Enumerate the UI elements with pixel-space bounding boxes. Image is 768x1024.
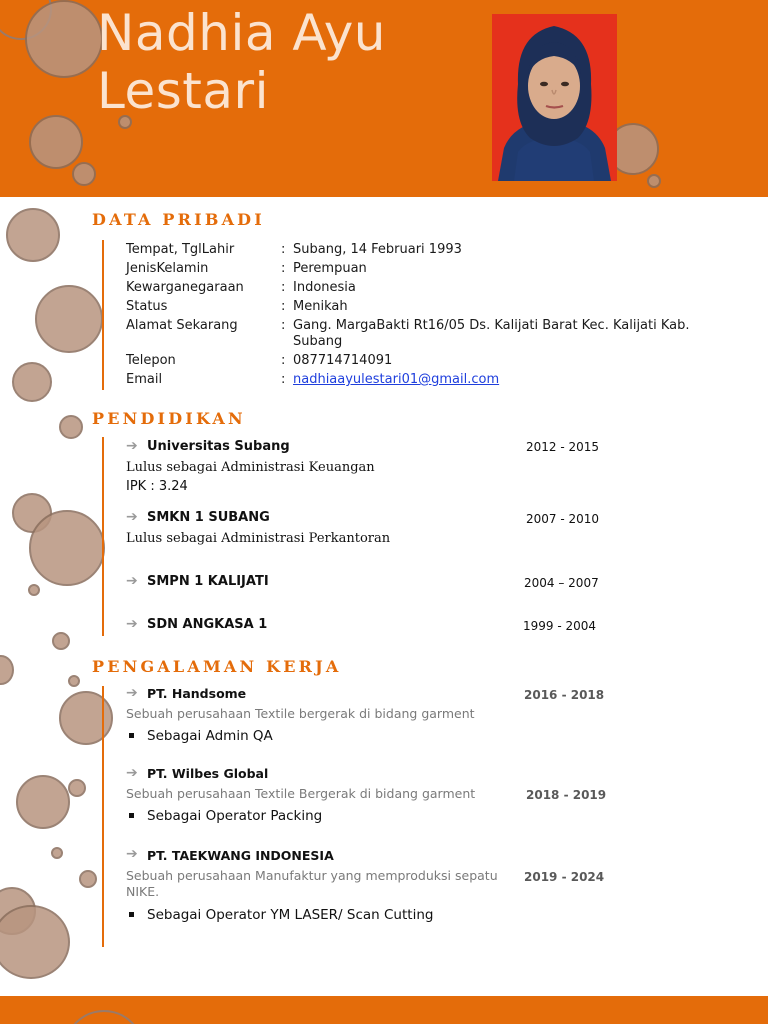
info-label: JenisKelamin: [126, 261, 209, 276]
decor-circle: [59, 415, 83, 439]
school-name: SMKN 1 SUBANG: [147, 510, 270, 525]
arrow-right-icon: ➔: [126, 846, 138, 862]
info-label: Alamat Sekarang: [126, 318, 238, 333]
decor-circle: [647, 174, 661, 188]
section-rule: [102, 686, 104, 947]
school-name: Universitas Subang: [147, 439, 290, 454]
decor-circle: [68, 779, 86, 797]
section-rule: [102, 437, 104, 636]
section-title-data-pribadi: DATA PRIBADI: [92, 210, 265, 229]
decor-circle: [52, 632, 70, 650]
school-years: 1999 - 2004: [523, 619, 597, 633]
section-title-pendidikan: PENDIDIKAN: [92, 409, 246, 428]
info-value: 087714714091: [293, 353, 393, 368]
arrow-right-icon: ➔: [126, 573, 138, 589]
email-link[interactable]: nadhiaayulestari01@gmail.com: [293, 372, 500, 387]
company-description: Sebuah perusahaan Manufaktur yang memproduksi sepatu NIKE.: [126, 868, 498, 899]
school-description: Lulus sebagai Administrasi Perkantoran: [126, 531, 391, 546]
school-gpa: IPK : 3.24: [126, 479, 188, 494]
school-name: SDN ANGKASA 1: [147, 617, 268, 632]
job-role: Sebagai Operator YM LASER/ Scan Cutting: [147, 907, 434, 923]
info-label: Telepon: [126, 353, 176, 368]
info-separator: :: [281, 318, 286, 333]
company-name: PT. Handsome: [147, 686, 247, 701]
job-role: Sebagai Operator Packing: [147, 808, 323, 824]
decor-circle: [0, 655, 14, 685]
arrow-right-icon: ➔: [126, 616, 138, 632]
job-years: 2018 - 2019: [526, 788, 607, 802]
decor-circle: [79, 870, 97, 888]
school-years: 2012 - 2015: [526, 440, 600, 454]
arrow-right-icon: ➔: [126, 438, 138, 454]
square-bullet-icon: [129, 912, 134, 917]
profile-photo: [492, 14, 617, 181]
decor-circle: [28, 584, 40, 596]
company-description: Sebuah perusahaan Textile Bergerak di bidang garment: [126, 786, 476, 801]
info-label: Email: [126, 372, 163, 387]
job-years: 2019 - 2024: [524, 870, 605, 884]
info-separator: :: [281, 353, 286, 368]
info-label: Kewarganegaraan: [126, 280, 244, 295]
info-value: Subang, 14 Februari 1993: [293, 242, 462, 257]
info-row: [0, 280, 768, 296]
decor-circle: [64, 1010, 144, 1024]
decor-circle: [16, 775, 70, 829]
info-row: [0, 299, 768, 315]
company-description: Sebuah perusahaan Textile bergerak di bidang garment: [126, 706, 475, 721]
info-row: [0, 318, 768, 352]
footer-band: [0, 996, 768, 1024]
company-name: PT. Wilbes Global: [147, 766, 269, 781]
company-name: PT. TAEKWANG INDONESIA: [147, 848, 334, 863]
square-bullet-icon: [129, 813, 134, 818]
school-name: SMPN 1 KALIJATI: [147, 574, 269, 589]
info-value: Perempuan: [293, 261, 367, 276]
info-separator: :: [281, 299, 286, 314]
info-row: [0, 242, 768, 258]
school-years: 2004 – 2007: [524, 576, 599, 590]
decor-circle: [59, 691, 113, 745]
info-row: [0, 372, 768, 388]
job-years: 2016 - 2018: [524, 688, 605, 702]
info-label: Status: [126, 299, 168, 314]
info-label: Tempat, TglLahir: [126, 242, 235, 257]
school-years: 2007 - 2010: [526, 512, 600, 526]
decor-circle: [72, 162, 96, 186]
decor-circle: [0, 905, 70, 979]
info-value: Menikah: [293, 299, 348, 314]
info-value: Gang. MargaBakti Rt16/05 Ds. Kalijati Barat Kec. Kalijati Kab. Subang: [293, 318, 690, 349]
arrow-right-icon: ➔: [126, 509, 138, 525]
decor-circle: [25, 0, 103, 78]
decor-circle: [29, 510, 105, 586]
decor-circle: [68, 675, 80, 687]
info-separator: :: [281, 280, 286, 295]
info-value: Indonesia: [293, 280, 356, 295]
arrow-right-icon: ➔: [126, 685, 138, 701]
job-role: Sebagai Admin QA: [147, 728, 273, 744]
info-row: [0, 353, 768, 369]
candidate-name: Nadhia Ayu Lestari: [97, 4, 386, 120]
section-title-pengalaman-kerja: PENGALAMAN KERJA: [92, 657, 342, 676]
square-bullet-icon: [129, 733, 134, 738]
info-separator: :: [281, 372, 286, 387]
info-separator: :: [281, 261, 286, 276]
school-description: Lulus sebagai Administrasi Keuangan: [126, 460, 375, 475]
info-row: [0, 261, 768, 277]
arrow-right-icon: ➔: [126, 765, 138, 781]
header-band: [0, 0, 768, 197]
decor-circle: [51, 847, 63, 859]
info-separator: :: [281, 242, 286, 257]
decor-circle: [29, 115, 83, 169]
portrait-image: [492, 14, 617, 181]
